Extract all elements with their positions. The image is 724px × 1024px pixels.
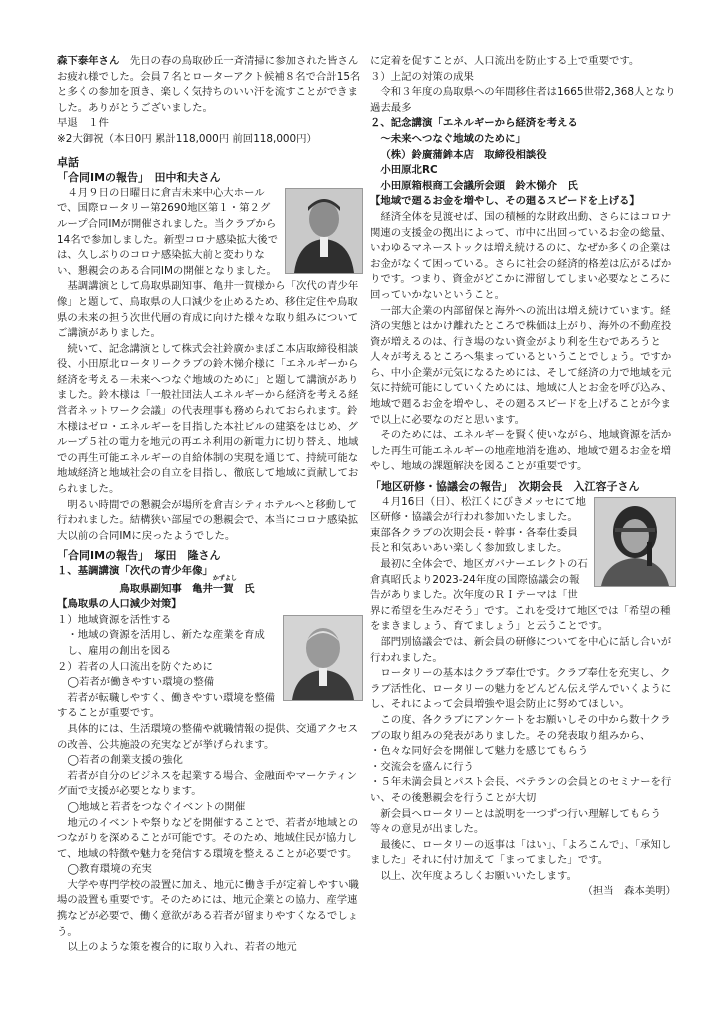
signoff: （担当 森本美明） [582,885,676,898]
right-continuation: に定着を促すことが、人口流出を防止する上で重要です。 [370,55,640,67]
item3: ３）上記の対策の成果 [370,70,474,83]
right-column [370,54,676,900]
item2a-text: 若者が転職しやすく、働きやすい環境を整備することが重要です。 [57,691,275,720]
section-title: 卓話 [57,155,79,169]
report1-para2: 基調講演として鳥取県副知事、亀井一賀様から「次代の青少年像」と題して、鳥取県の人口減少を止めるため、移住定住や鳥取県の未来の担う次世代層の育成に向けた様々な取り組みについてご講演がありました。 [57,280,359,340]
item2c: ◯地域と若者をつなぐイベントの開催 [67,800,246,813]
lecturer2-c: 小田原箱根商工会議所会頭 鈴木悌介 氏 [380,179,578,192]
item1: １）地域資源を活性する [57,613,172,626]
donation-note: ※2大御祝（本日0円 累計118,000円 前回118,000円） [57,132,317,145]
bullet1: ・色々な同好会を開催して魅力を感じてもらう [370,745,589,758]
bullet3: ・５年未満会員とパスト会長、ベテランの会員とのセミナーを行い、その後懇親会を行うことが大切 [370,776,672,804]
report1-para3: 続いて、記念講演として株式会社鈴廣かまぼこ本店取締役相談役、小田原北ロータリークラブの鈴木悌介様に「エネルギーから経済を考える－未来へつなぐ地域のために」と題して講演がありました。鈴木様は「一般社団法人エネルギーから経済を考える経営者ネットワーク会議」の代表理事も務められておられます。鈴木様はゼロ・エネルギーを目指した本社ビルの建築をはじめ、グループ５社の電力を地元の再エネ利用の新電力に切り替え、地域での再生可能エネルギーの自給体制の実現を通じて、持続可能な地域経済と地域社会の自立を目指し、徹底して地域に貢献しておられました。 [57,342,359,496]
lecturer2-b: 小田原北RC [380,164,438,177]
item2d: ◯教育環境の充実 [67,863,152,876]
report3-para8: 以上、次年度よろしくお願いいたします。 [380,869,577,882]
lecture1-title: １、基調講演「次代の青少年像」 [57,565,213,577]
greeting-speaker: 森下泰年さん [57,55,120,67]
lecture2-title: ２、記念講演「エネルギーから経済を考える [370,117,578,130]
irie-photo [594,497,676,587]
report3-name: 入江容子さん [573,480,640,494]
early-leave: 早退 １件 [57,117,109,130]
report3-role: 次期会長 [518,480,563,494]
report2-name: 塚田 隆さん [154,549,221,563]
person-photo-icon [284,616,362,700]
lecturer1-ruby-name: かずよし 一賀 [212,574,237,595]
item2a-text2: 具体的には、生活環境の整備や就職情報の提供、交通アクセスの改善、公共施設の充実などが挙げられます。 [57,722,359,751]
left-column [57,54,363,956]
bullet2: ・交流会を盛んに行う [370,760,474,773]
item2b: ◯若者の創業支援の強化 [67,754,183,767]
tanaka-photo [285,188,363,274]
report1-para4: 明るい時間での懇親会が場所を倉吉シティホテルへと移動して行われました。結構狭い部屋での懇親会で、本当にコロナ感染拡大以前の合同IMに戻ったようでした。 [57,498,359,542]
greeting-paragraph [57,54,363,116]
item2c-text: 地元のイベントや祭りなどを開催することで、若者が地域とのつながりを深めることが可能です。そのため、地域住民が協力して、地域の特徴や魅力を発信する環境を整えることが必要です。 [57,816,359,860]
report2-closing: 以上のような策を複合的に取り入れ、若者の地元 [67,941,297,954]
greeting-text: 先日の春の鳥取砂丘一斉清掃に参加された皆さんお疲れ様でした。会員７名とローターアクト候補８名で合計15名と多くの参加を頂き、楽しく気持ちのいい汗を流すことができました。ありがとうございました。 [57,55,361,114]
item2b-text: 若者が自分のビジネスを起業する場合、金融面やマーケティング面で支援が必要となります。 [57,769,357,798]
item2: ２）若者の人口流出を防ぐために [57,660,213,673]
report3-para6: 新会員へロータリーとは説明を一つずつ行い理解してもらう等々の意見が出ました。 [370,807,661,836]
lecturer2-a: （株）鈴廣蒲鉾本店 取締役相談役 [380,148,547,161]
report2-label: 「合同IMの報告」 [57,549,144,563]
report2-heading [57,548,363,564]
report3-para2: 最初に全体会で、地区ガバナーエレクトの石倉真昭氏より2023-24年度の国際協議会の報告がありました。次年度のＲＩテーマは「世界に希望を生みだそう」です。これを受けて地区では「希望の種をまきましょう、育てましょう」と云うことです。 [370,558,671,633]
report3-para4: ロータリーの基本はクラブ奉仕です。クラブ奉仕を充実し、クラブ活性化、ロータリーの魅力をどんどん伝え学んでいくようにし、それによって会員増強や退会防止に努めてほしい。 [370,667,672,711]
report3-label: 「地区研修・協議会の報告」 [370,480,508,494]
report1-name: 田中和夫さん [154,171,221,185]
report3-para5: この度、各クラブにアンケートをお願いしその中から数十クラブの取り組みの発表がありました。その発表取り組みから、 [370,713,671,742]
lecture2-subtitle: ～未来へつなぐ地域のために」 [380,132,526,145]
report3-heading [370,479,676,495]
item2a: ◯若者が働きやすい環境の整備 [67,676,215,689]
person-photo-icon [286,189,362,273]
item3-text: 令和３年度の鳥取県への年間移住者は1665世帯2,368人となり過去最多 [370,86,676,114]
report3-para1: ４月16日（日）、松江くにびきメッセにて地区研修・協議会が行われ参加いたしました。東部各クラブの次期会長・幹事・各奉仕委員長と和気あいあい楽しく参加致しました。 [370,495,586,555]
report1-label: 「合同IMの報告」 [57,171,144,185]
lecturer1: 鳥取県副知事 亀井 かずよし 一賀 氏 [119,574,255,595]
report1-para1: ４月９日の日曜日に倉吉未来中心大ホールで、国際ロータリー第2690地区第１・第２グループ合同IMが開催されました。当クラブから14名で参加しました。新型コロナ感染拡大後では、久しぶりのコロナ感染拡大前と変わりない、懇親会のある合同IMの開催となりました。 [57,186,279,277]
topic2: 【地域で廻るお金を増やし、その廻るスピードを上げる】 [370,195,640,208]
report1-heading [57,170,363,186]
person-photo-icon [595,498,675,586]
lecture2-p1: 経済全体を見渡せば、国の積極的な財政出動、さらにはコロナ関連の支援金の拠出によって、市中に出回っているお金の総量、いわゆるマネーストックは増え続けるのに、なぜか多くの企業はお金がなくて困っている。さらに社会の経済的格差は広がるばかりです。つまり、資金がどこかに滞留してしまい必要なところに回っていかないということ。 [370,210,672,301]
item2d-text: 大学や専門学校の設置に加え、地元に働き手が定着しやすい職場の設置も重要です。そのためには、地元企業との協力、産学連携などが必要で、働く意欲がある若者が留まりやすくなるでしょう。 [57,878,359,938]
item1a: ・地域の資源を活用し、新たな産業を育成し、雇用の創出を図る [67,629,265,657]
lecture2-p2: 一部大企業の内部留保と海外への流出は増え続けています。経済の実態とはかけ離れたところで株価は上がり、海外の不動産投資が増えるのは、行き場のない資金がより利を生むであろうと人々が考えるところへ集まっているということでしょう。ですから、中小企業が元気になるためには、そして経済の力で地域を元気に持続可能にしていくためには、地域に人とお金を呼び込み、地域で廻るお金を増やし、その廻るスピードを上げることが今まで以上に必要なのだと思います。 [370,304,672,426]
topic1: 【鳥取県の人口減少対策】 [57,598,182,611]
lecture2-p3: そのためには、エネルギーを賢く使いながら、地域資源を活かした再生可能エネルギーの地産地消を進め、地域で廻るお金を増やし、地域の課題解決を図ることが重要です。 [370,429,672,473]
tsukada-photo [283,615,363,701]
report3-para3: 部門別協議会では、新会員の研修についてを中心に話し合いが行われました。 [370,635,672,664]
report3-para7: 最後に、ロータリーの返事は「はい」、「よろこんで」、「承知しました」それに付け加えて「まってました」です。 [370,838,672,867]
